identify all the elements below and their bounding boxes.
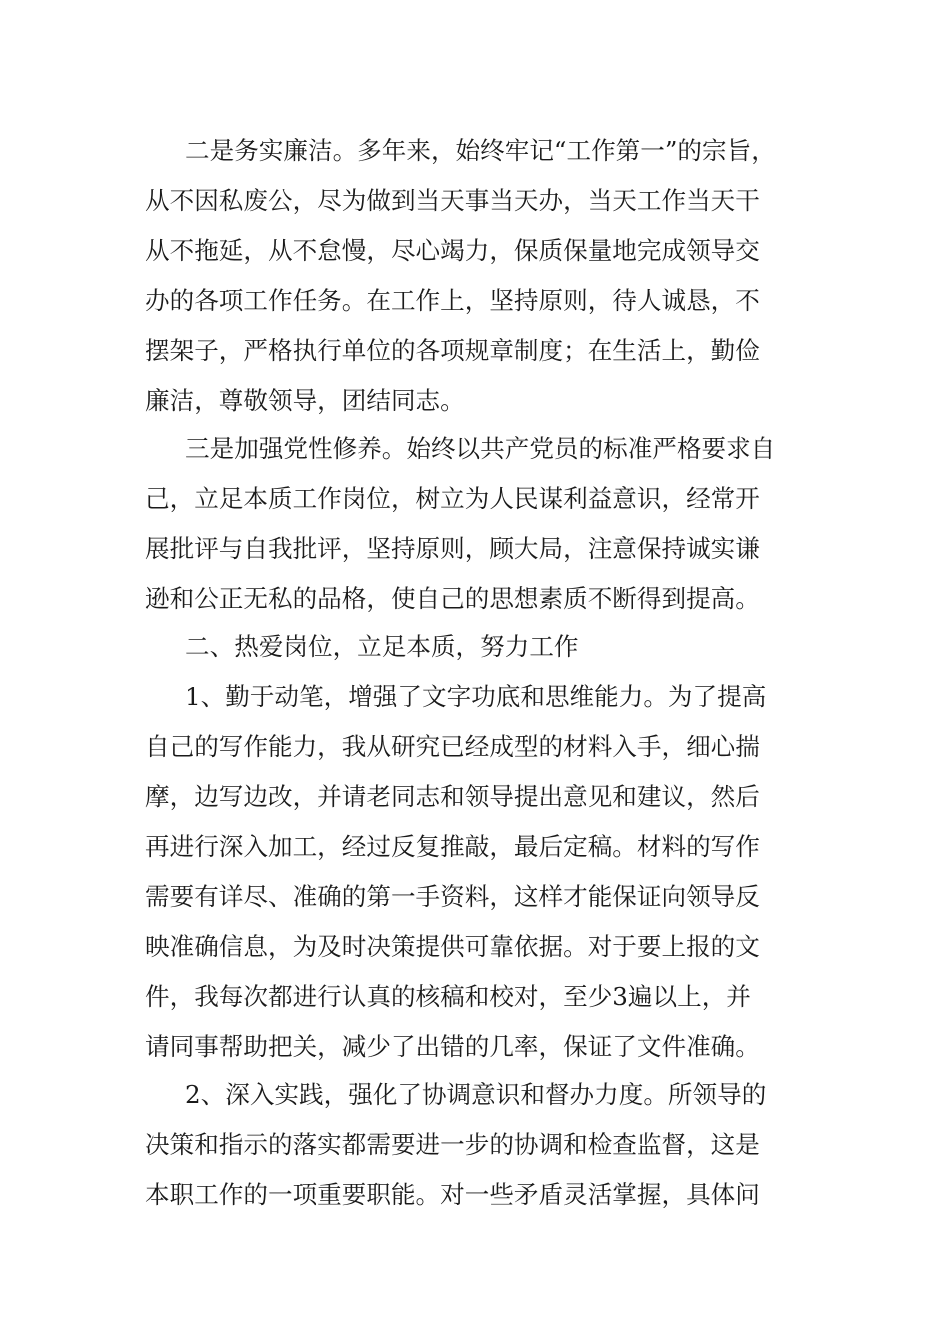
text-line: 廉洁，尊敬领导，团结同志。 xyxy=(145,386,465,415)
text-line: 办的各项工作任务。在工作上，坚持原则，待人诚恳，不 xyxy=(145,286,760,315)
text-line: 展批评与自我批评，坚持原则，顾大局，注意保持诚实谦 xyxy=(145,534,760,563)
text-line: 2、深入实践，强化了协调意识和督办力度。所领导的 xyxy=(185,1080,767,1109)
text-line: 摆架子，严格执行单位的各项规章制度；在生活上，勤俭 xyxy=(145,336,760,365)
text-line: 件，我每次都进行认真的核稿和校对，至少3遍以上，并 xyxy=(145,982,751,1011)
text-line: 逊和公正无私的品格，使自己的思想素质不断得到提高。 xyxy=(145,584,760,613)
text-line: 二是务实廉洁。多年来，始终牢记“工作第一”的宗旨， xyxy=(185,136,776,165)
text-line: 从不拖延，从不怠慢，尽心竭力，保质保量地完成领导交 xyxy=(145,236,760,265)
text-line: 1、勤于动笔，增强了文字功底和思维能力。为了提高 xyxy=(185,682,767,711)
text-line: 决策和指示的落实都需要进一步的协调和检查监督，这是 xyxy=(145,1130,760,1159)
text-line: 己，立足本质工作岗位，树立为人民谋利益意识，经常开 xyxy=(145,484,760,513)
text-line: 本职工作的一项重要职能。对一些矛盾灵活掌握，具体问 xyxy=(145,1180,760,1209)
text-line: 需要有详尽、准确的第一手资料，这样才能保证向领导反 xyxy=(145,882,760,911)
text-line: 请同事帮助把关，减少了出错的几率，保证了文件准确。 xyxy=(145,1032,760,1061)
text-line: 摩，边写边改，并请老同志和领导提出意见和建议，然后 xyxy=(145,782,760,811)
text-line: 自己的写作能力，我从研究已经成型的材料入手，细心揣 xyxy=(145,732,760,761)
text-line: 映准确信息，为及时决策提供可靠依据。对于要上报的文 xyxy=(145,932,760,961)
text-line: 从不因私废公，尽为做到当天事当天办，当天工作当天干 xyxy=(145,186,760,215)
text-line: 三是加强党性修养。始终以共产党员的标准严格要求自 xyxy=(185,434,776,463)
text-line: 再进行深入加工，经过反复推敲，最后定稿。材料的写作 xyxy=(145,832,760,861)
section-heading: 二、热爱岗位，立足本质，努力工作 xyxy=(185,632,579,661)
